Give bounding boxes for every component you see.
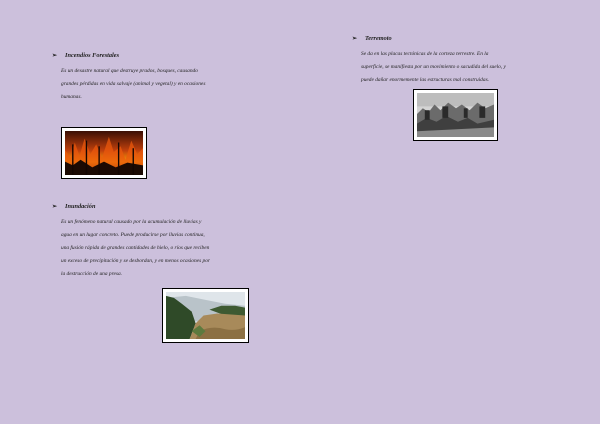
section-incendios bbox=[52, 52, 205, 104]
bullet-arrow-icon: ➢ bbox=[352, 36, 358, 42]
section-heading bbox=[52, 52, 205, 60]
section-title: Inundación bbox=[65, 203, 96, 210]
earthquake-image bbox=[417, 93, 494, 137]
section-body bbox=[61, 65, 205, 104]
text-line: Es un fenómeno natural causado por la acumulación de lluvias y bbox=[61, 219, 202, 225]
text-line: un exceso de precipitación y se desbordan, y en menos ocasiones por bbox=[61, 258, 211, 264]
text-line: humanas. bbox=[61, 94, 82, 100]
section-terremoto bbox=[352, 35, 506, 87]
text-line: puede dañar enormemente las estructuras mal construidas. bbox=[361, 77, 490, 83]
text-line: la destrucción de una presa. bbox=[61, 271, 123, 277]
section-title: Incendios Forestales bbox=[65, 52, 120, 59]
text-line: una fusión rápida de grandes cantidades de hielo, o ríos que reciben bbox=[61, 245, 210, 251]
forest-fire-image bbox=[65, 131, 143, 175]
earthquake-photo bbox=[413, 89, 498, 141]
bullet-arrow-icon: ➢ bbox=[52, 204, 58, 210]
text-line: Se da en las placas tectónicas de la corteza terrestre. En la bbox=[361, 51, 489, 57]
section-body bbox=[61, 216, 210, 281]
section-heading bbox=[52, 203, 210, 211]
text-line: Es un desastre natural que destruye prados, bosques, causando bbox=[61, 68, 198, 74]
section-inundacion bbox=[52, 203, 210, 281]
section-heading bbox=[352, 35, 506, 43]
text-line: superficie, se manifiesta por un movimiento o sacudida del suelo, y bbox=[361, 64, 506, 70]
section-body bbox=[361, 48, 506, 87]
section-title: Terremoto bbox=[365, 35, 392, 42]
bullet-arrow-icon: ➢ bbox=[52, 53, 58, 59]
text-line: agua en un lugar concreto. Puede producirse por lluvias continua, bbox=[61, 232, 205, 238]
forest-fire-photo bbox=[61, 127, 147, 179]
flood-photo bbox=[162, 288, 249, 343]
flood-image bbox=[166, 292, 245, 339]
text-line: grandes pérdidas en vida salvaje (animal y vegetal) y en ocasiones bbox=[61, 81, 206, 87]
